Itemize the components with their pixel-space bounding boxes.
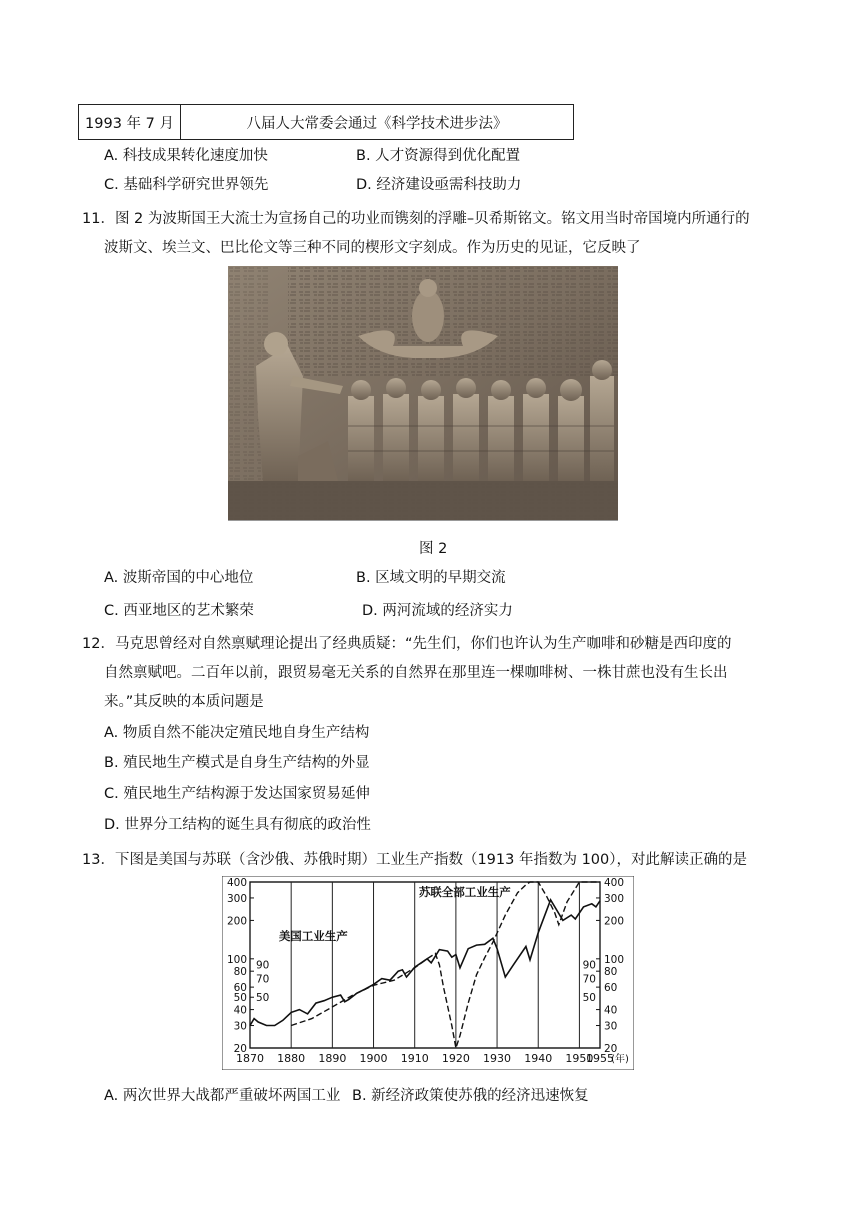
q13-stem: 13．下图是美国与苏联（含沙俄、苏俄时期）工业生产指数（1913 年指数为 100），对此解读正确的是 xyxy=(82,852,747,868)
y-tick-label-right: 100 xyxy=(604,953,625,966)
y-tick-label-right: 300 xyxy=(604,892,625,905)
x-tick-label: 1880 xyxy=(277,1052,306,1065)
q11-stem-line1: 11．图 2 为波斯国王大流士为宣扬自己的功业而镌刻的浮雕–贝希斯铭文。铭文用当时帝国境内所通行的 xyxy=(82,211,750,227)
y-tick-label-right: 30 xyxy=(604,1020,618,1033)
y-tick-label-inner-left: 70 xyxy=(256,973,270,986)
y-tick-label-inner-left: 50 xyxy=(256,992,270,1005)
q11-option-a: A. 波斯帝国的中心地位 xyxy=(104,570,254,586)
y-tick-label-left: 300 xyxy=(226,892,247,905)
chart-frame xyxy=(222,876,634,1070)
q12-option-c: C. 殖民地生产结构源于发达国家贸易延伸 xyxy=(104,786,370,802)
y-tick-label-inner-left: 90 xyxy=(256,959,270,972)
x-tick-label: 1910 xyxy=(400,1052,429,1065)
series-label-ussr: 苏联全部工业生产 xyxy=(418,885,511,900)
y-tick-label-right: 80 xyxy=(604,966,618,979)
q10-option-d: D. 经济建设亟需科技助力 xyxy=(356,177,522,193)
q12-stem-line2: 自然禀赋吧。二百年以前，跟贸易毫无关系的自然界在那里连一棵咖啡树、一株甘蔗也没有生长出 xyxy=(104,665,728,681)
q10-option-a: A. 科技成果转化速度加快 xyxy=(104,148,268,164)
q10-option-b: B. 人才资源得到优化配置 xyxy=(356,148,521,164)
event-table-row xyxy=(78,104,574,140)
q12-stem-line3: 来。”其反映的本质问题是 xyxy=(104,694,264,710)
q12-stem-line1: 12．马克思曾经对自然禀赋理论提出了经典质疑：“先生们，你们也许认为生产咖啡和砂糖是西印度的 xyxy=(82,636,732,652)
y-tick-label-left: 30 xyxy=(233,1020,247,1033)
x-tick-label: 1900 xyxy=(359,1052,388,1065)
q10-option-c: C. 基础科学研究世界领先 xyxy=(104,177,269,193)
x-tick-label: 1890 xyxy=(318,1052,347,1065)
figure-2-caption: 图 2 xyxy=(419,541,448,557)
x-tick-label: 1870 xyxy=(236,1052,264,1065)
y-tick-label-left: 40 xyxy=(233,1004,247,1017)
x-tick-label: 1955 xyxy=(586,1052,614,1065)
industrial-index-chart xyxy=(222,876,634,1070)
x-tick-label: 1950 xyxy=(565,1052,594,1065)
q12-option-d: D. 世界分工结构的诞生具有彻底的政治性 xyxy=(104,817,371,833)
q11-option-c: C. 西亚地区的艺术繁荣 xyxy=(104,603,254,619)
y-tick-label-left: 80 xyxy=(233,966,247,979)
y-tick-label-left: 200 xyxy=(226,915,247,928)
y-tick-label-right: 400 xyxy=(604,877,625,889)
q11-option-b: B. 区域文明的早期交流 xyxy=(356,570,506,586)
y-tick-label-left: 100 xyxy=(226,953,247,966)
y-tick-label-inner-right: 90 xyxy=(582,959,596,972)
y-tick-label-left: 20 xyxy=(233,1043,247,1055)
y-tick-label-left: 50 xyxy=(233,992,247,1005)
y-tick-label-right: 40 xyxy=(604,1004,618,1017)
y-tick-label-left: 60 xyxy=(233,982,247,995)
y-tick-label-inner-right: 70 xyxy=(582,973,596,986)
y-tick-label-right: 60 xyxy=(604,982,618,995)
x-axis-unit-label: (年) xyxy=(611,1054,629,1065)
y-tick-label-inner-right: 50 xyxy=(582,992,596,1005)
series-label-usa: 美国工业生产 xyxy=(278,929,348,944)
q11-option-d: D. 两河流域的经济实力 xyxy=(362,603,513,619)
behistun-relief-photo xyxy=(228,266,618,521)
table-date-cell: 1993 年 7 月 xyxy=(79,105,181,139)
x-tick-label: 1930 xyxy=(483,1052,512,1065)
q11-stem-line2: 波斯文、埃兰文、巴比伦文等三种不同的楔形文字刻成。作为历史的见证，它反映了 xyxy=(104,240,641,256)
x-tick-label: 1920 xyxy=(441,1052,470,1065)
y-tick-label-right: 20 xyxy=(604,1043,618,1055)
y-tick-label-left: 400 xyxy=(226,877,247,889)
q13-option-a: A. 两次世界大战都严重破坏两国工业 xyxy=(104,1088,341,1104)
chart-svg xyxy=(222,876,634,1070)
q12-option-a: A. 物质自然不能决定殖民地自身生产结构 xyxy=(104,725,370,741)
table-event-cell: 八届人大常委会通过《科学技术进步法》 xyxy=(246,115,508,132)
q12-option-b: B. 殖民地生产模式是自身生产结构的外显 xyxy=(104,755,370,771)
x-tick-label: 1940 xyxy=(524,1052,553,1065)
q13-option-b: B. 新经济政策使苏俄的经济迅速恢复 xyxy=(352,1088,589,1104)
y-tick-label-right: 200 xyxy=(604,915,625,928)
